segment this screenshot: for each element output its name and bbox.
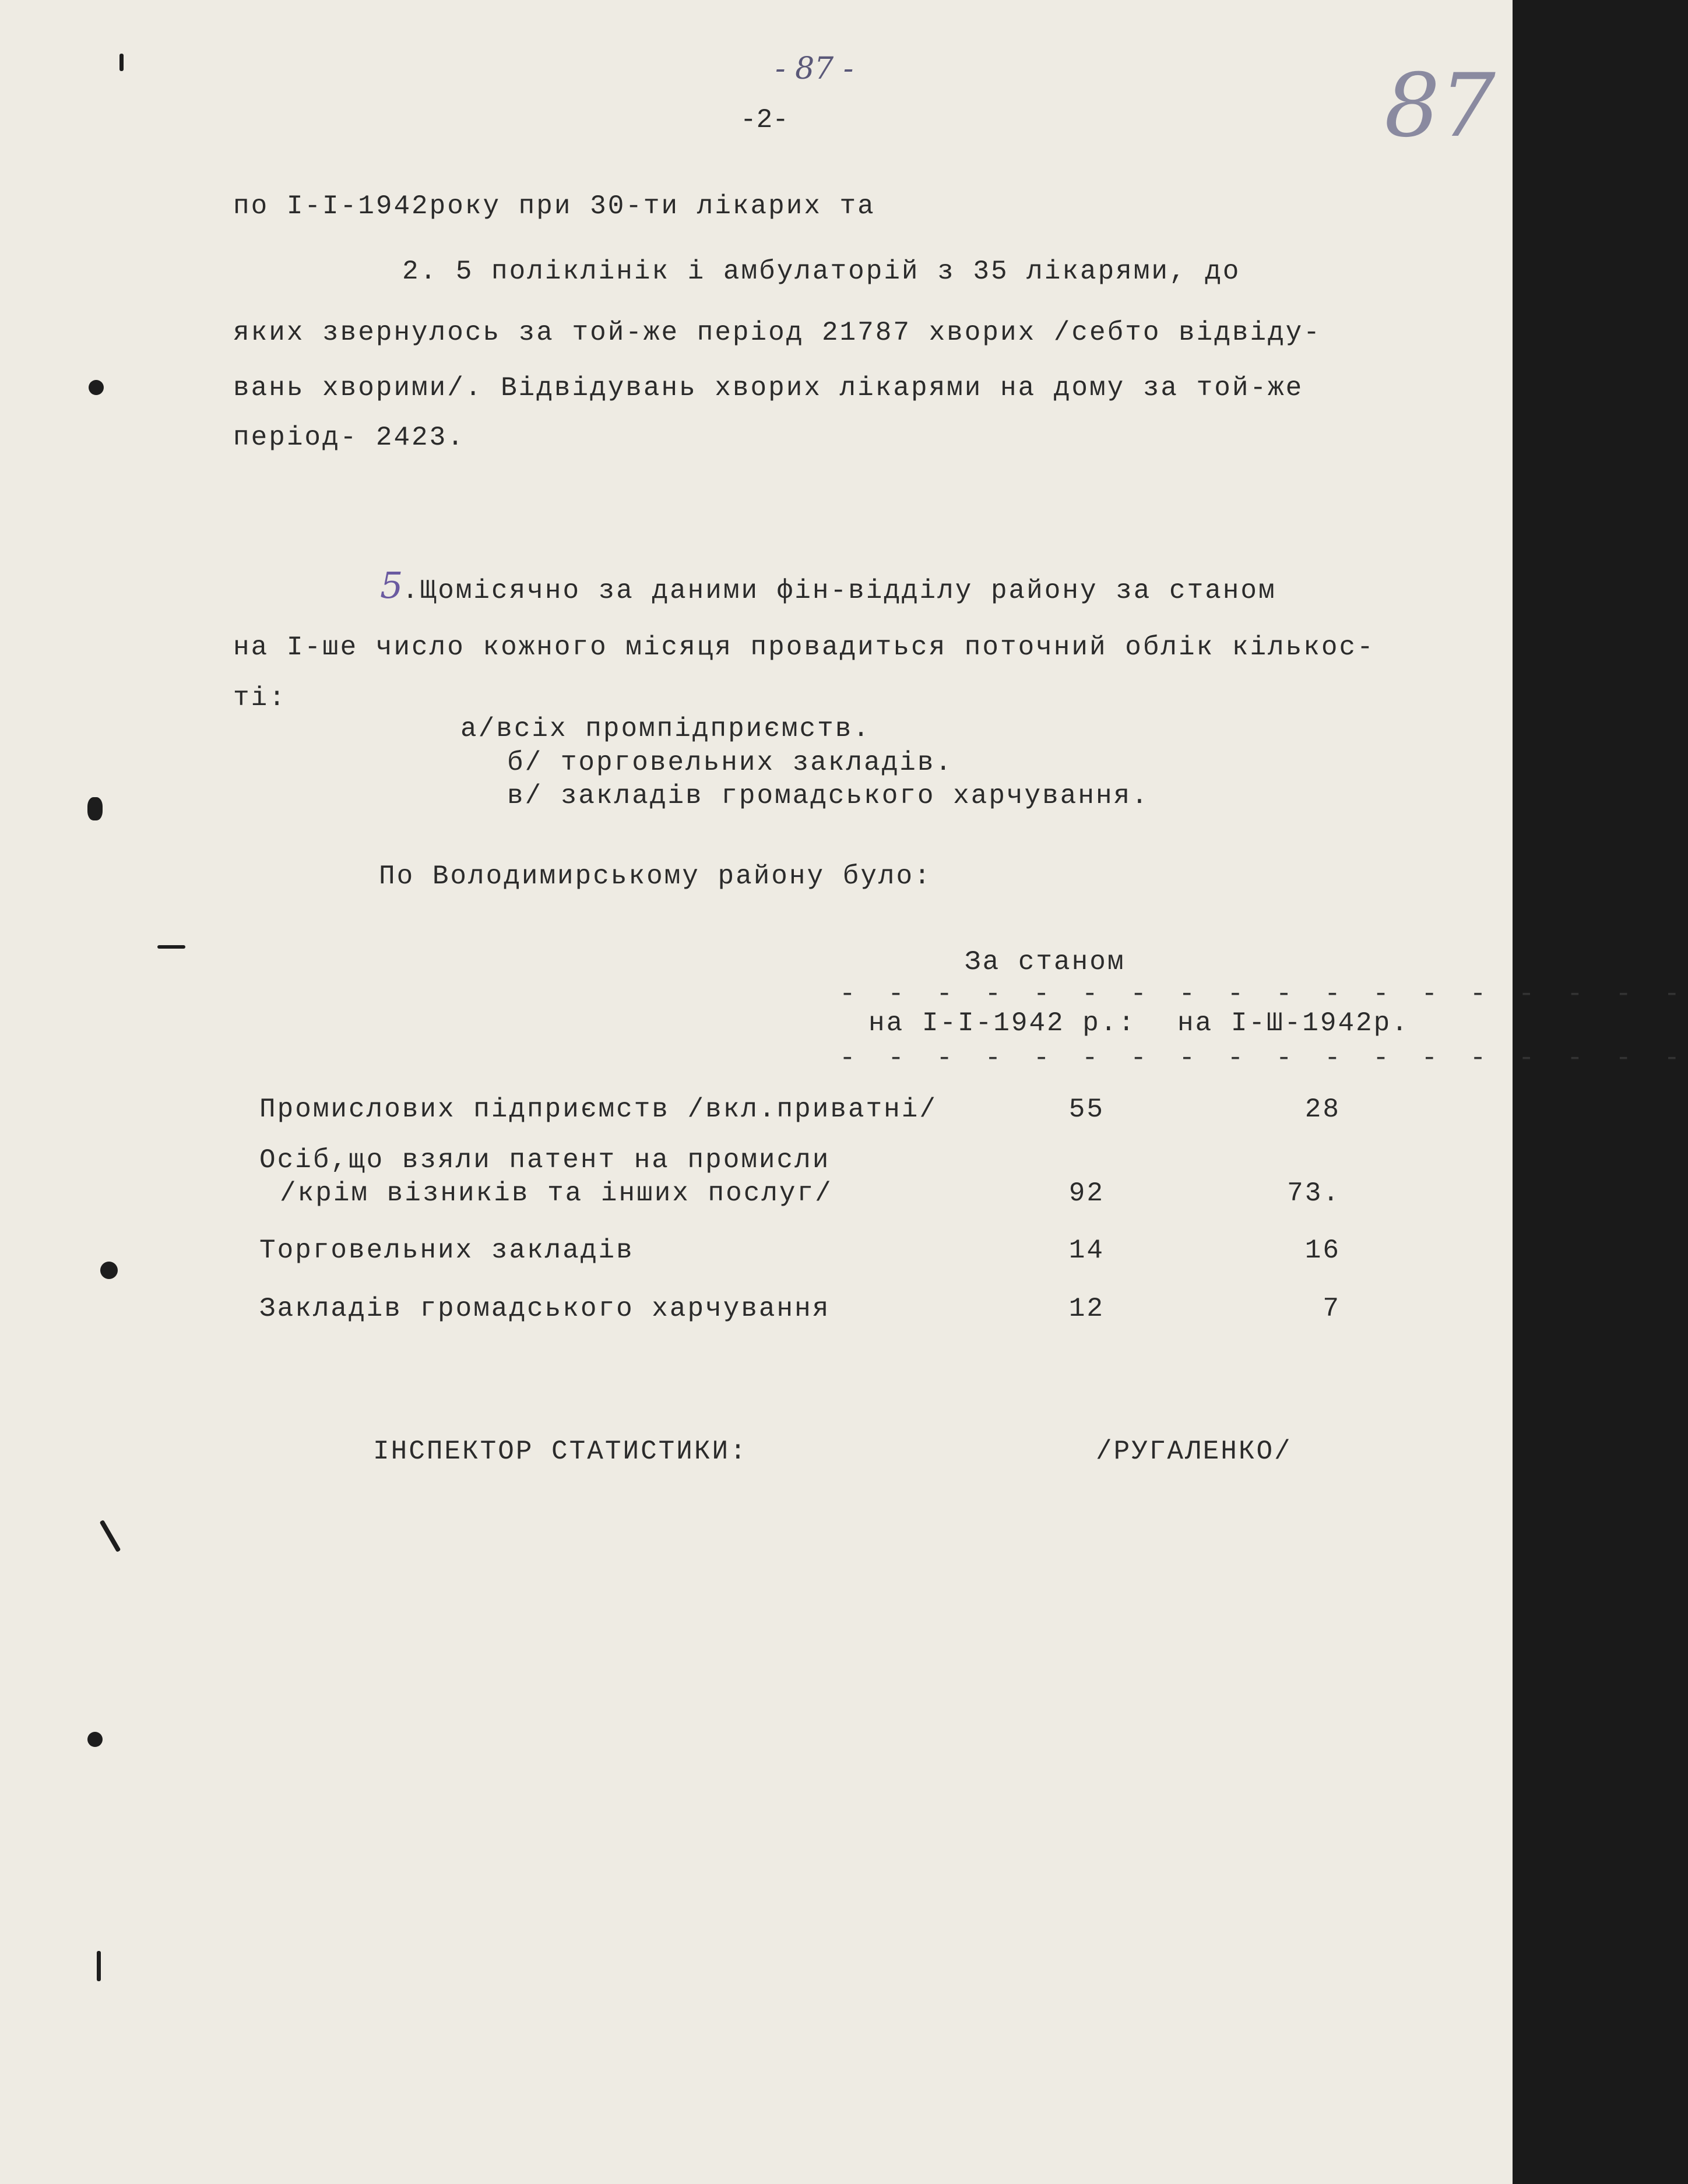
typed-page-number: -2-: [740, 105, 789, 135]
table-row-label: Торговельних закладів: [259, 1235, 634, 1266]
binder-mark: [100, 1520, 121, 1552]
paragraph-line: період- 2423.: [233, 422, 465, 453]
table-cell: 73.: [1287, 1178, 1341, 1209]
table-col1-header: на I-I-1942 р.:: [868, 1008, 1137, 1038]
table-row-label: Осіб,що взяли патент на промисли: [259, 1145, 831, 1175]
table-cell: 7: [1323, 1294, 1341, 1324]
table-cell: 55: [1068, 1094, 1105, 1125]
handwritten-section-number: 5: [380, 564, 403, 607]
intro-line: По Володимирському району було:: [379, 861, 932, 892]
table-cell: 16: [1304, 1235, 1341, 1266]
table-row-label-cont: /крім візників та інших послуг/: [280, 1178, 833, 1209]
table-cell: 28: [1304, 1094, 1341, 1125]
binder-mark: [119, 54, 124, 71]
paragraph-line: по I-I-1942року при 30-ти лікарих та: [233, 191, 875, 221]
paragraph-line: яких звернулось за той-же період 21787 хворих /себто відвіду-: [233, 318, 1321, 348]
paragraph-line: .Щомісячно за даними фін-відділу району за станом: [402, 576, 1276, 606]
table-group-header: За станом: [965, 947, 1126, 977]
binder-hole: [87, 1732, 103, 1747]
table-cell: 92: [1068, 1178, 1105, 1209]
table-rule-top: - - - - - - - - - - - - - - - - - -: [839, 979, 1688, 1009]
folio-number: 87: [1384, 55, 1496, 157]
binder-hole: [100, 1262, 118, 1279]
paragraph-line: вань хворими/. Відвідувань хворих лікарями на дому за той-же: [233, 373, 1304, 403]
list-item: в/ закладів громадського харчування.: [507, 781, 1149, 811]
list-item: а/всіх промпідприємств.: [460, 714, 871, 744]
handwritten-page-number: - 87 -: [775, 51, 854, 86]
table-row-label: Закладів громадського харчування: [259, 1294, 831, 1324]
paragraph-line: на I-ше число кожного місяця провадиться поточний облік кількос-: [233, 632, 1375, 663]
binder-hole: [87, 797, 103, 820]
table-cell: 12: [1068, 1294, 1105, 1324]
signature-name: /РУГАЛЕНКО/: [1096, 1436, 1292, 1467]
table-cell: 14: [1068, 1235, 1105, 1266]
table-rule-bottom: - - - - - - - - - - - - - - - - - -: [839, 1043, 1688, 1073]
table-row-label: Промислових підприємств /вкл.приватні/: [259, 1094, 937, 1125]
signature-title: ІНСПЕКТОР СТАТИСТИКИ:: [373, 1436, 748, 1467]
paragraph-line: 2. 5 поліклінік і амбулаторій з 35 лікарями, до: [402, 256, 1241, 287]
binder-mark: [97, 1951, 101, 1981]
paragraph-line: ті:: [233, 683, 287, 713]
binder-mark: [157, 945, 185, 949]
list-item: б/ торговельних закладів.: [507, 748, 954, 778]
binder-hole: [89, 380, 104, 395]
table-col2-header: на I-Ш-1942р.: [1177, 1008, 1409, 1038]
